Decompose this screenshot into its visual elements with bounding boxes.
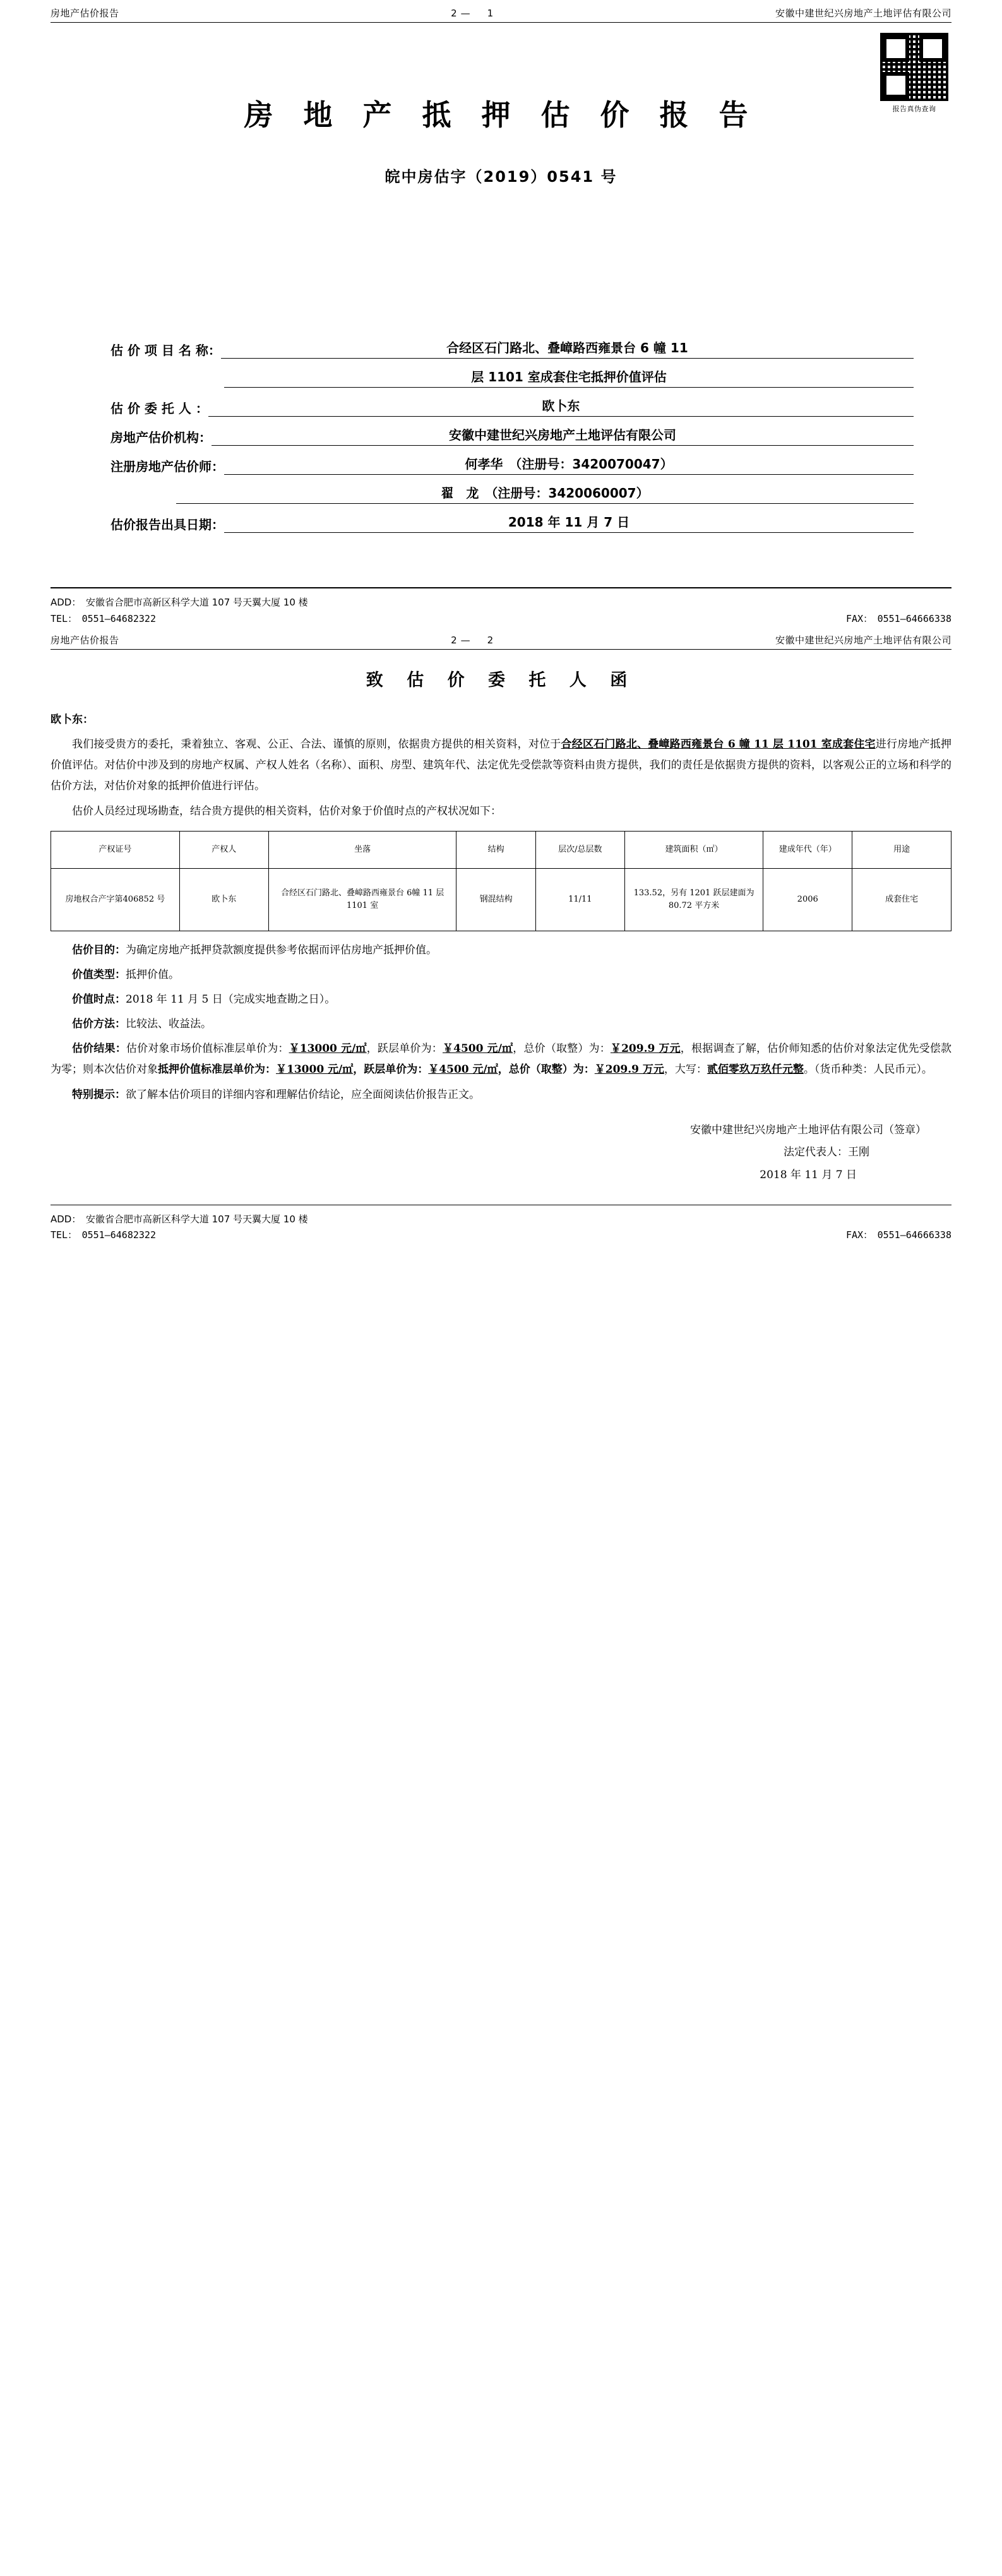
result-value-mortgage-loft-unit-price: ￥4500 元/㎡	[428, 1063, 498, 1076]
para1-subject-underlined: 合经区石门路北、叠嶂路西雍景台 6 幢 11 层 1101 室成套住宅	[561, 738, 876, 751]
cover-field-project-name	[110, 338, 914, 359]
item-label-result: 估价结果：	[72, 1042, 126, 1056]
result-text-a: 估价对象市场价值标准层单价为：	[126, 1042, 289, 1056]
signature-block	[51, 1119, 951, 1187]
running-footer-page2	[51, 1205, 951, 1244]
td-area: 133.52，另有 1201 跃层建面为 80.72 平方米	[624, 868, 763, 931]
field-label-agency: 房地产估价机构：	[110, 430, 212, 445]
result-value-standard-unit-price: ￥13000 元/㎡	[289, 1042, 367, 1056]
result-value-mortgage-total-price: ￥209.9 万元	[594, 1063, 664, 1076]
signature-date: 2018 年 11 月 7 日	[760, 1169, 857, 1182]
running-header-page2	[51, 627, 951, 650]
running-header-right: 安徽中建世纪兴房地产土地评估有限公司	[775, 635, 951, 646]
th-floor: 层次/总层数	[535, 831, 624, 868]
cover-field-project-name-cont	[110, 367, 914, 388]
running-footer-page1	[51, 588, 951, 627]
item-label-value-type: 价值类型：	[72, 968, 126, 981]
cover-field-issue-date	[110, 512, 914, 533]
item-label-method: 估价方法：	[72, 1018, 126, 1031]
cover-field-appraiser-1	[110, 454, 914, 475]
field-label-issue-date: 估价报告出具日期：	[110, 517, 224, 532]
cover-field-list	[51, 338, 951, 533]
field-value-project-name-line1: 合经区石门路北、叠嶂路西雍景台 6 幢 11	[221, 338, 914, 359]
result-text-g: ，总价（取整）为：	[498, 1063, 595, 1076]
running-header-right: 安徽中建世纪兴房地产土地评估有限公司	[775, 8, 951, 19]
qr-code-icon[interactable]	[880, 33, 948, 101]
th-area: 建筑面积（㎡）	[624, 831, 763, 868]
item-label-value-date: 价值时点：	[72, 993, 126, 1006]
item-label-purpose: 估价目的：	[72, 943, 126, 957]
result-value-total-price: ￥209.9 万元	[610, 1042, 681, 1056]
cover-field-appraiser-2	[110, 483, 914, 504]
result-value-total-price-chinese: 贰佰零玖万玖仟元整	[707, 1063, 804, 1076]
item-text-value-type: 抵押价值。	[126, 968, 179, 981]
running-header-page-number: 2— 1	[451, 8, 498, 19]
field-value-project-name-line2: 层 1101 室成套住宅抵押价值评估	[224, 367, 914, 388]
page-letter	[0, 627, 1002, 1244]
field-label-project-name: 估 价 项 目 名 称：	[110, 343, 221, 358]
letter-paragraph-2: 估价人员经过现场勘查，结合贵方提供的相关资料，估价对象于价值时点的产权状况如下：	[72, 804, 501, 818]
th-year: 建成年代（年）	[763, 831, 852, 868]
item-text-value-date: 2018 年 11 月 5 日（完成实地查勘之日）。	[126, 993, 336, 1006]
field-label-appraiser: 注册房地产估价师：	[110, 459, 224, 474]
td-owner: 欧卜东	[179, 868, 268, 931]
footer-address: ADD： 安徽省合肥市高新区科学大道 107 号天翼大厦 10 楼	[51, 1213, 308, 1225]
field-value-agency: 安徽中建世纪兴房地产土地评估有限公司	[212, 425, 914, 446]
td-use: 成套住宅	[852, 868, 951, 931]
page-cover	[0, 0, 1002, 627]
footer-tel: TEL： 0551—64682322	[51, 1229, 156, 1241]
item-text-method: 比较法、收益法。	[126, 1018, 212, 1031]
notice-label: 特别提示：	[72, 1088, 126, 1101]
qr-caption: 报告真伪查询	[892, 105, 936, 113]
result-value-mortgage-standard-unit-price: ￥13000 元/㎡	[276, 1063, 354, 1076]
document-root	[0, 0, 1002, 1244]
th-owner: 产权人	[179, 831, 268, 868]
result-text-c: ，总价（取整）为：	[513, 1042, 611, 1056]
field-label-client: 估 价 委 托 人 ：	[110, 401, 208, 416]
footer-fax: FAX： 0551—64666338	[846, 1229, 951, 1241]
letter-item-purpose	[51, 940, 951, 961]
result-text-b: ，跃层单价为：	[366, 1042, 443, 1056]
field-value-appraiser-1: 何孝华 （注册号：3420070047）	[224, 454, 914, 475]
page-title: 房 地 产 抵 押 估 价 报 告	[244, 98, 758, 132]
result-text-f: ，跃层单价为：	[353, 1063, 429, 1076]
td-floor: 11/11	[535, 868, 624, 931]
running-header-page1	[51, 0, 951, 23]
footer-fax: FAX： 0551—64666338	[846, 612, 951, 624]
running-header-page-number: 2— 2	[451, 635, 498, 646]
th-use: 用途	[852, 831, 951, 868]
signature-company: 安徽中建世纪兴房地产土地评估有限公司（签章）	[690, 1123, 926, 1136]
property-table	[51, 831, 951, 931]
letter-item-method	[51, 1014, 951, 1035]
signature-legal-representative: 法定代表人：王刚	[784, 1146, 869, 1159]
para1-part-c: 进行房地产抵押价值评估。对估价中涉及到的房地产权属、产权人姓名（名称）、面积、房型、建筑年代、法定优先受偿款等资料由贵方提供，我们的责任是依据贵方提供的资料，以客观公正的立场和科学的估价方法，对估价对象的抵押价值进行评估。	[51, 738, 952, 793]
cover-field-client	[110, 396, 914, 417]
para1-part-a: 我们接受贵方的委托，秉着独立、客观、公正、合法、谨慎的原则，依据贵方提供的相关资料，对位于	[72, 738, 561, 751]
table-header-row	[51, 831, 951, 868]
td-cert-no: 房地权合产字第406852 号	[51, 868, 180, 931]
item-text-purpose: 为确定房地产抵押贷款额度提供参考依据而评估房地产抵押价值。	[126, 943, 437, 957]
result-value-loft-unit-price: ￥4500 元/㎡	[442, 1042, 513, 1056]
document-number: 皖中房估字（2019）0541 号	[385, 168, 617, 186]
field-value-client: 欧卜东	[208, 396, 914, 417]
letter-item-value-type	[51, 965, 951, 986]
table-row	[51, 868, 951, 931]
th-location: 坐落	[268, 831, 456, 868]
letter-special-notice	[51, 1085, 951, 1106]
td-year: 2006	[763, 868, 852, 931]
notice-text: 欲了解本估价项目的详细内容和理解估价结论，应全面阅读估价报告正文。	[126, 1088, 480, 1101]
cover-field-agency	[110, 425, 914, 446]
td-location: 合经区石门路北、叠嶂路西雍景台 6幢 11 层 1101 室	[268, 868, 456, 931]
letter-item-value-date	[51, 989, 951, 1010]
letter-body	[51, 710, 951, 1106]
running-header-left: 房地产估价报告	[51, 8, 119, 19]
result-text-e: 抵押价值标准层单价为：	[158, 1063, 276, 1076]
running-header-left: 房地产估价报告	[51, 635, 119, 646]
letter-salutation: 欧卜东：	[51, 713, 93, 726]
field-value-issue-date: 2018 年 11 月 7 日	[224, 512, 914, 533]
letter-paragraph-1	[51, 734, 951, 797]
th-structure: 结构	[456, 831, 535, 868]
qr-verification-block	[877, 33, 951, 114]
result-text-i: 。（货币种类：人民币元）。	[803, 1063, 933, 1076]
field-value-appraiser-2: 翟 龙 （注册号：3420060007）	[176, 483, 914, 504]
th-cert-no: 产权证号	[51, 831, 180, 868]
footer-tel: TEL： 0551—64682322	[51, 612, 156, 624]
letter-title: 致 估 价 委 托 人 函	[366, 671, 636, 690]
result-text-h: ，大写：	[664, 1063, 707, 1076]
letter-item-result	[51, 1039, 951, 1080]
footer-address: ADD： 安徽省合肥市高新区科学大道 107 号天翼大厦 10 楼	[51, 597, 308, 608]
td-structure: 钢混结构	[456, 868, 535, 931]
result-text-d: ，根据调查了解，估价师知悉的估价对象法定优先受偿款为零；则本次估价对象	[51, 1042, 952, 1076]
